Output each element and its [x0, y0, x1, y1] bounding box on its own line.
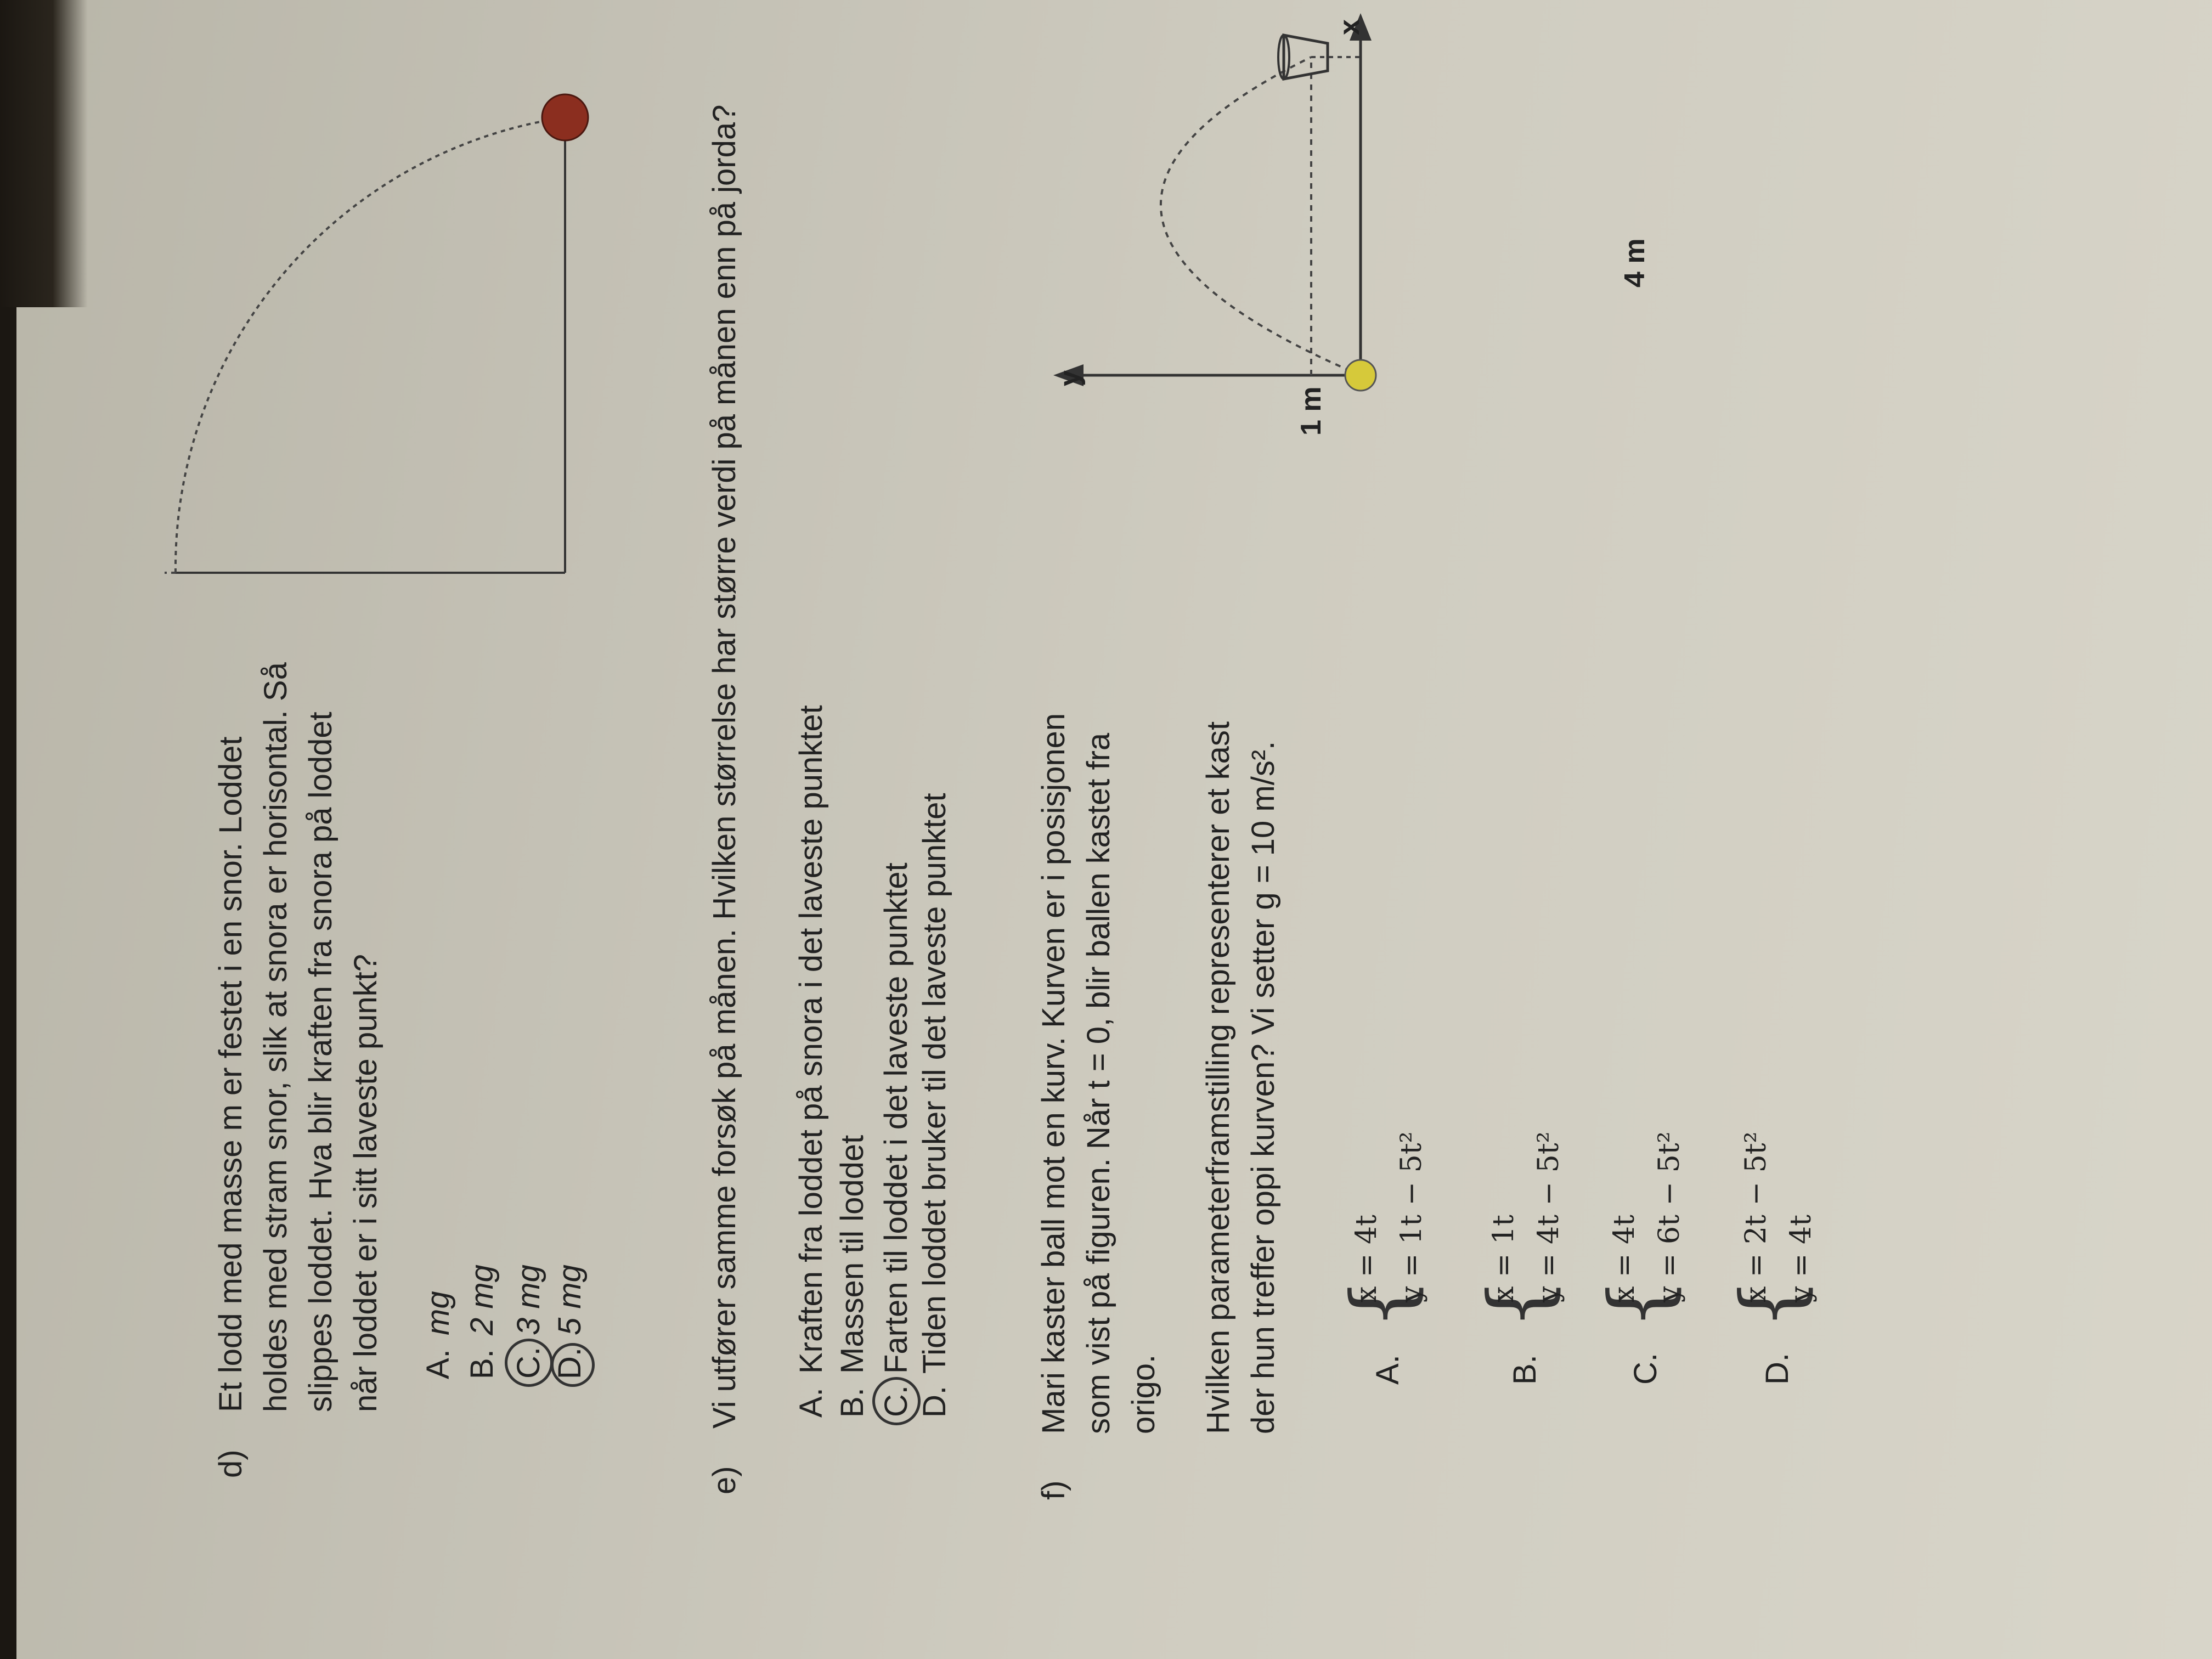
equation-y: y = 1t − 5t²	[1395, 1131, 1428, 1302]
option-label: C.	[1628, 1353, 1663, 1385]
height-label: 1 m	[1295, 386, 1327, 436]
option-text: Farten til loddet i det laveste punktet	[878, 862, 914, 1374]
circled-option-label: C.	[505, 1339, 553, 1387]
option-label: D.	[917, 1386, 952, 1418]
circled-option-label: C.	[872, 1377, 921, 1425]
pendulum-figure	[165, 79, 724, 628]
question-e-option-b[interactable]	[831, 1135, 874, 1418]
question-e-text: Vi utfører samme forsøk på månen. Hvilken størrelse har større verdi på månen enn på jorda?	[707, 104, 742, 1429]
question-d-option-c[interactable]	[505, 1265, 553, 1379]
option-label: D.	[1759, 1353, 1795, 1385]
distance-label: 4 m	[1619, 238, 1651, 287]
question-f-number: f)	[1036, 1480, 1071, 1500]
option-text: 3 mg	[511, 1265, 546, 1335]
equation-x: x = 2t − 5t²	[1740, 1131, 1773, 1302]
option-text: 5 mg	[552, 1265, 588, 1335]
equation-system	[1734, 1132, 1824, 1302]
question-d-option-a[interactable]	[417, 1291, 460, 1379]
option-label: A.	[420, 1349, 456, 1379]
equation-x: x = 4t	[1350, 1215, 1383, 1302]
question-f-text: Mari kaster ball mot en kurv. Kurven er i posisjonen som vist på figuren. Når t = 0, blir ballen kastet fra origo.	[1036, 713, 1161, 1434]
option-label: B.	[834, 1387, 870, 1418]
y-axis-label: y	[1054, 370, 1086, 386]
question-f-option-c[interactable]	[1592, 891, 1701, 1385]
brace-icon: {	[1471, 1277, 1567, 1330]
question-d-option-b[interactable]	[461, 1265, 504, 1379]
question-d-option-d[interactable]	[549, 1265, 591, 1379]
option-text: mg	[420, 1291, 456, 1335]
question-d	[208, 655, 406, 1478]
question-f-option-b[interactable]	[1471, 891, 1580, 1385]
question-f-option-a[interactable]	[1334, 891, 1443, 1385]
option-label: B.	[464, 1349, 500, 1379]
option-text: Massen til loddet	[834, 1135, 870, 1374]
option-text: Kraften fra loddet på snora i det laveste punktet	[793, 705, 829, 1374]
question-e-option-a[interactable]	[790, 705, 833, 1418]
equation-y: y = 6t − 5t²	[1653, 1131, 1686, 1302]
swing-arc	[176, 117, 565, 573]
option-text: Tiden loddet bruker til det laveste punktet	[917, 793, 952, 1374]
brace-icon: {	[1724, 1277, 1819, 1330]
question-d-number: d)	[213, 1449, 249, 1478]
equation-y: y = 4t − 5t²	[1532, 1131, 1565, 1302]
equation-x: x = 1t	[1487, 1215, 1520, 1302]
question-f-text-2: Hvilken parameterframstilling representerer et kast der hun treffer oppi kurven? Vi setter g = 10 m/s².	[1200, 721, 1281, 1434]
option-label: A.	[793, 1387, 829, 1418]
weight-ball	[542, 94, 588, 140]
equation-system	[1344, 1132, 1434, 1302]
equation-system	[1481, 1132, 1571, 1302]
question-e-number: e)	[707, 1466, 742, 1494]
trajectory-curve	[1161, 57, 1361, 375]
question-e-option-d[interactable]	[913, 793, 956, 1418]
throw-figure	[1053, 2, 1437, 628]
question-f-option-d[interactable]	[1724, 891, 1832, 1385]
option-label: B.	[1507, 1355, 1543, 1385]
crossed-option-label: D.	[549, 1347, 591, 1379]
option-label: A.	[1370, 1355, 1406, 1385]
question-d-text: Et lodd med masse m er festet i en snor. Loddet holdes med stram snor, slik at snora er horisontal. Så slippes loddet. Hva blir kraften fra snora på loddet når loddet er i sitt laveste punkt?	[213, 662, 383, 1412]
brace-icon: {	[1592, 1277, 1688, 1330]
ball	[1345, 360, 1376, 391]
equation-system	[1602, 1132, 1692, 1302]
equation-y: y = 4t	[1785, 1215, 1818, 1302]
equation-x: x = 4t	[1608, 1215, 1641, 1302]
brace-icon: {	[1334, 1277, 1430, 1330]
x-axis-label: x	[1334, 19, 1365, 35]
option-text: 2 mg	[464, 1265, 500, 1335]
